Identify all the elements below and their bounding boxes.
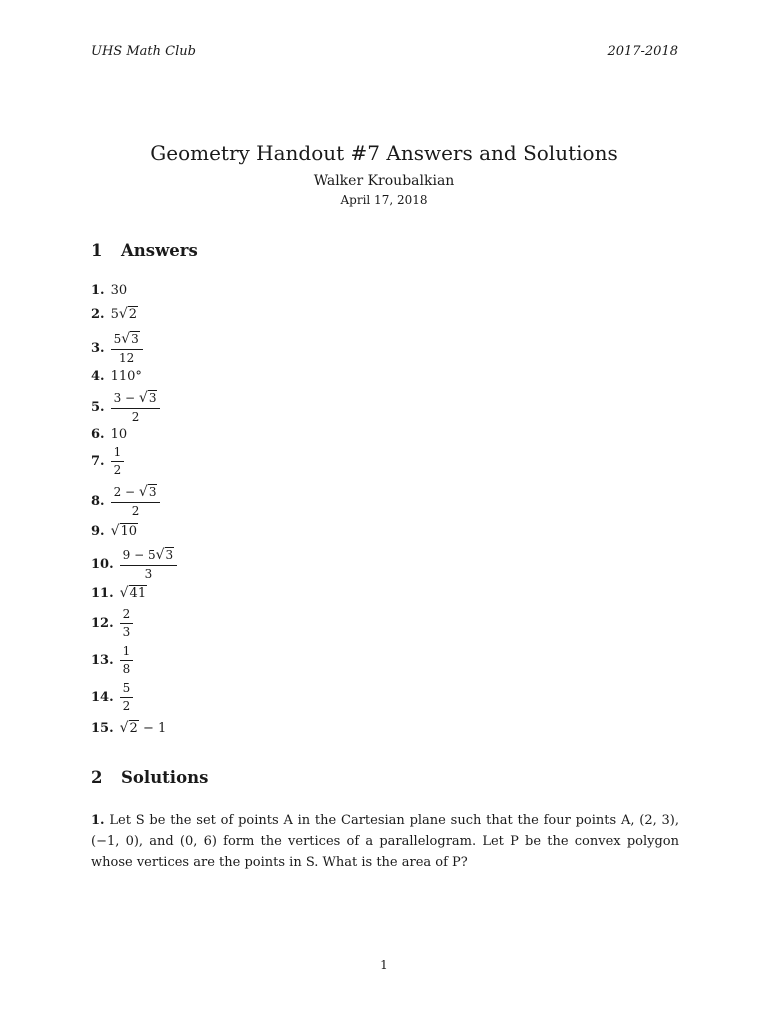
answer-value: 5√2 <box>110 306 138 322</box>
answer-item-12 <box>91 603 133 643</box>
answer-item-1 <box>91 280 127 300</box>
answer-item-11 <box>91 583 147 603</box>
answer-fraction: $\frac{5√3}{12}$ <box>111 332 143 364</box>
answer-number: 12. <box>91 615 114 631</box>
answer-item-8 <box>91 481 160 521</box>
answer-fraction: $\frac{1}{2}$ <box>111 446 125 476</box>
problem-number: 1. <box>91 813 105 828</box>
answer-fraction: $\frac{2}{3}$ <box>120 608 134 638</box>
answer-fraction: $\frac{5}{2}$ <box>120 682 134 712</box>
answer-item-4 <box>91 366 142 386</box>
answer-number: 10. <box>91 556 114 572</box>
answer-item-7 <box>91 441 124 481</box>
answer-value: 110° <box>110 368 142 384</box>
answer-number: 4. <box>91 368 105 384</box>
answer-item-14 <box>91 677 133 717</box>
answer-number: 3. <box>91 340 105 356</box>
section-number: 2 <box>91 768 103 787</box>
section-heading-answers <box>91 241 198 260</box>
section-heading-solutions <box>91 768 208 787</box>
answer-number: 13. <box>91 652 114 668</box>
problem-text: Let S be the set of points A in the Cartesian plane such that the four points A, (2, 3), (−1, 0), and (0, 6) form the vertices of a parallelogram. Let P be the convex polygon whose vertices are the points in S. What is the area of P? <box>91 813 679 870</box>
answer-number: 8. <box>91 493 105 509</box>
answer-item-10 <box>91 544 177 584</box>
answer-number: 7. <box>91 453 105 469</box>
answer-number: 11. <box>91 585 114 601</box>
section-title: Solutions <box>121 768 209 787</box>
answer-fraction: $\frac{2 - √3}{2}$ <box>111 485 161 517</box>
answer-value: √10 <box>110 523 138 539</box>
document-title: Geometry Handout #7 Answers and Solutions <box>150 141 618 165</box>
answer-number: 9. <box>91 523 105 539</box>
answer-value: √41 <box>119 585 147 601</box>
answer-item-15 <box>91 718 166 738</box>
author: Walker Kroubalkian <box>313 173 455 189</box>
header-right: 2017-2018 <box>607 44 678 59</box>
answer-number: 5. <box>91 399 105 415</box>
answer-number: 14. <box>91 689 114 705</box>
page-number: 1 <box>380 958 388 972</box>
date: April 17, 2018 <box>340 193 428 207</box>
section-number: 1 <box>91 241 103 260</box>
answer-fraction: $\frac{3 - √3}{2}$ <box>111 391 161 423</box>
answer-number: 2. <box>91 306 105 322</box>
section-title: Answers <box>121 241 198 260</box>
answer-item-3 <box>91 328 143 368</box>
answer-item-2 <box>91 304 138 324</box>
answer-item-5 <box>91 387 160 427</box>
header-left: UHS Math Club <box>91 44 196 59</box>
answer-fraction: $\frac{1}{8}$ <box>120 645 134 675</box>
answer-value: 10 <box>110 426 128 442</box>
answer-value: 30 <box>110 282 128 298</box>
answer-fraction: $\frac{9 - 5√3}{3}$ <box>120 548 178 580</box>
answer-item-9 <box>91 521 138 541</box>
answer-value: √2 − 1 <box>119 720 167 736</box>
answer-number: 1. <box>91 282 105 298</box>
answer-item-13 <box>91 640 133 680</box>
answer-number: 15. <box>91 720 114 736</box>
solution-problem-1 <box>91 810 679 873</box>
answer-number: 6. <box>91 426 105 442</box>
